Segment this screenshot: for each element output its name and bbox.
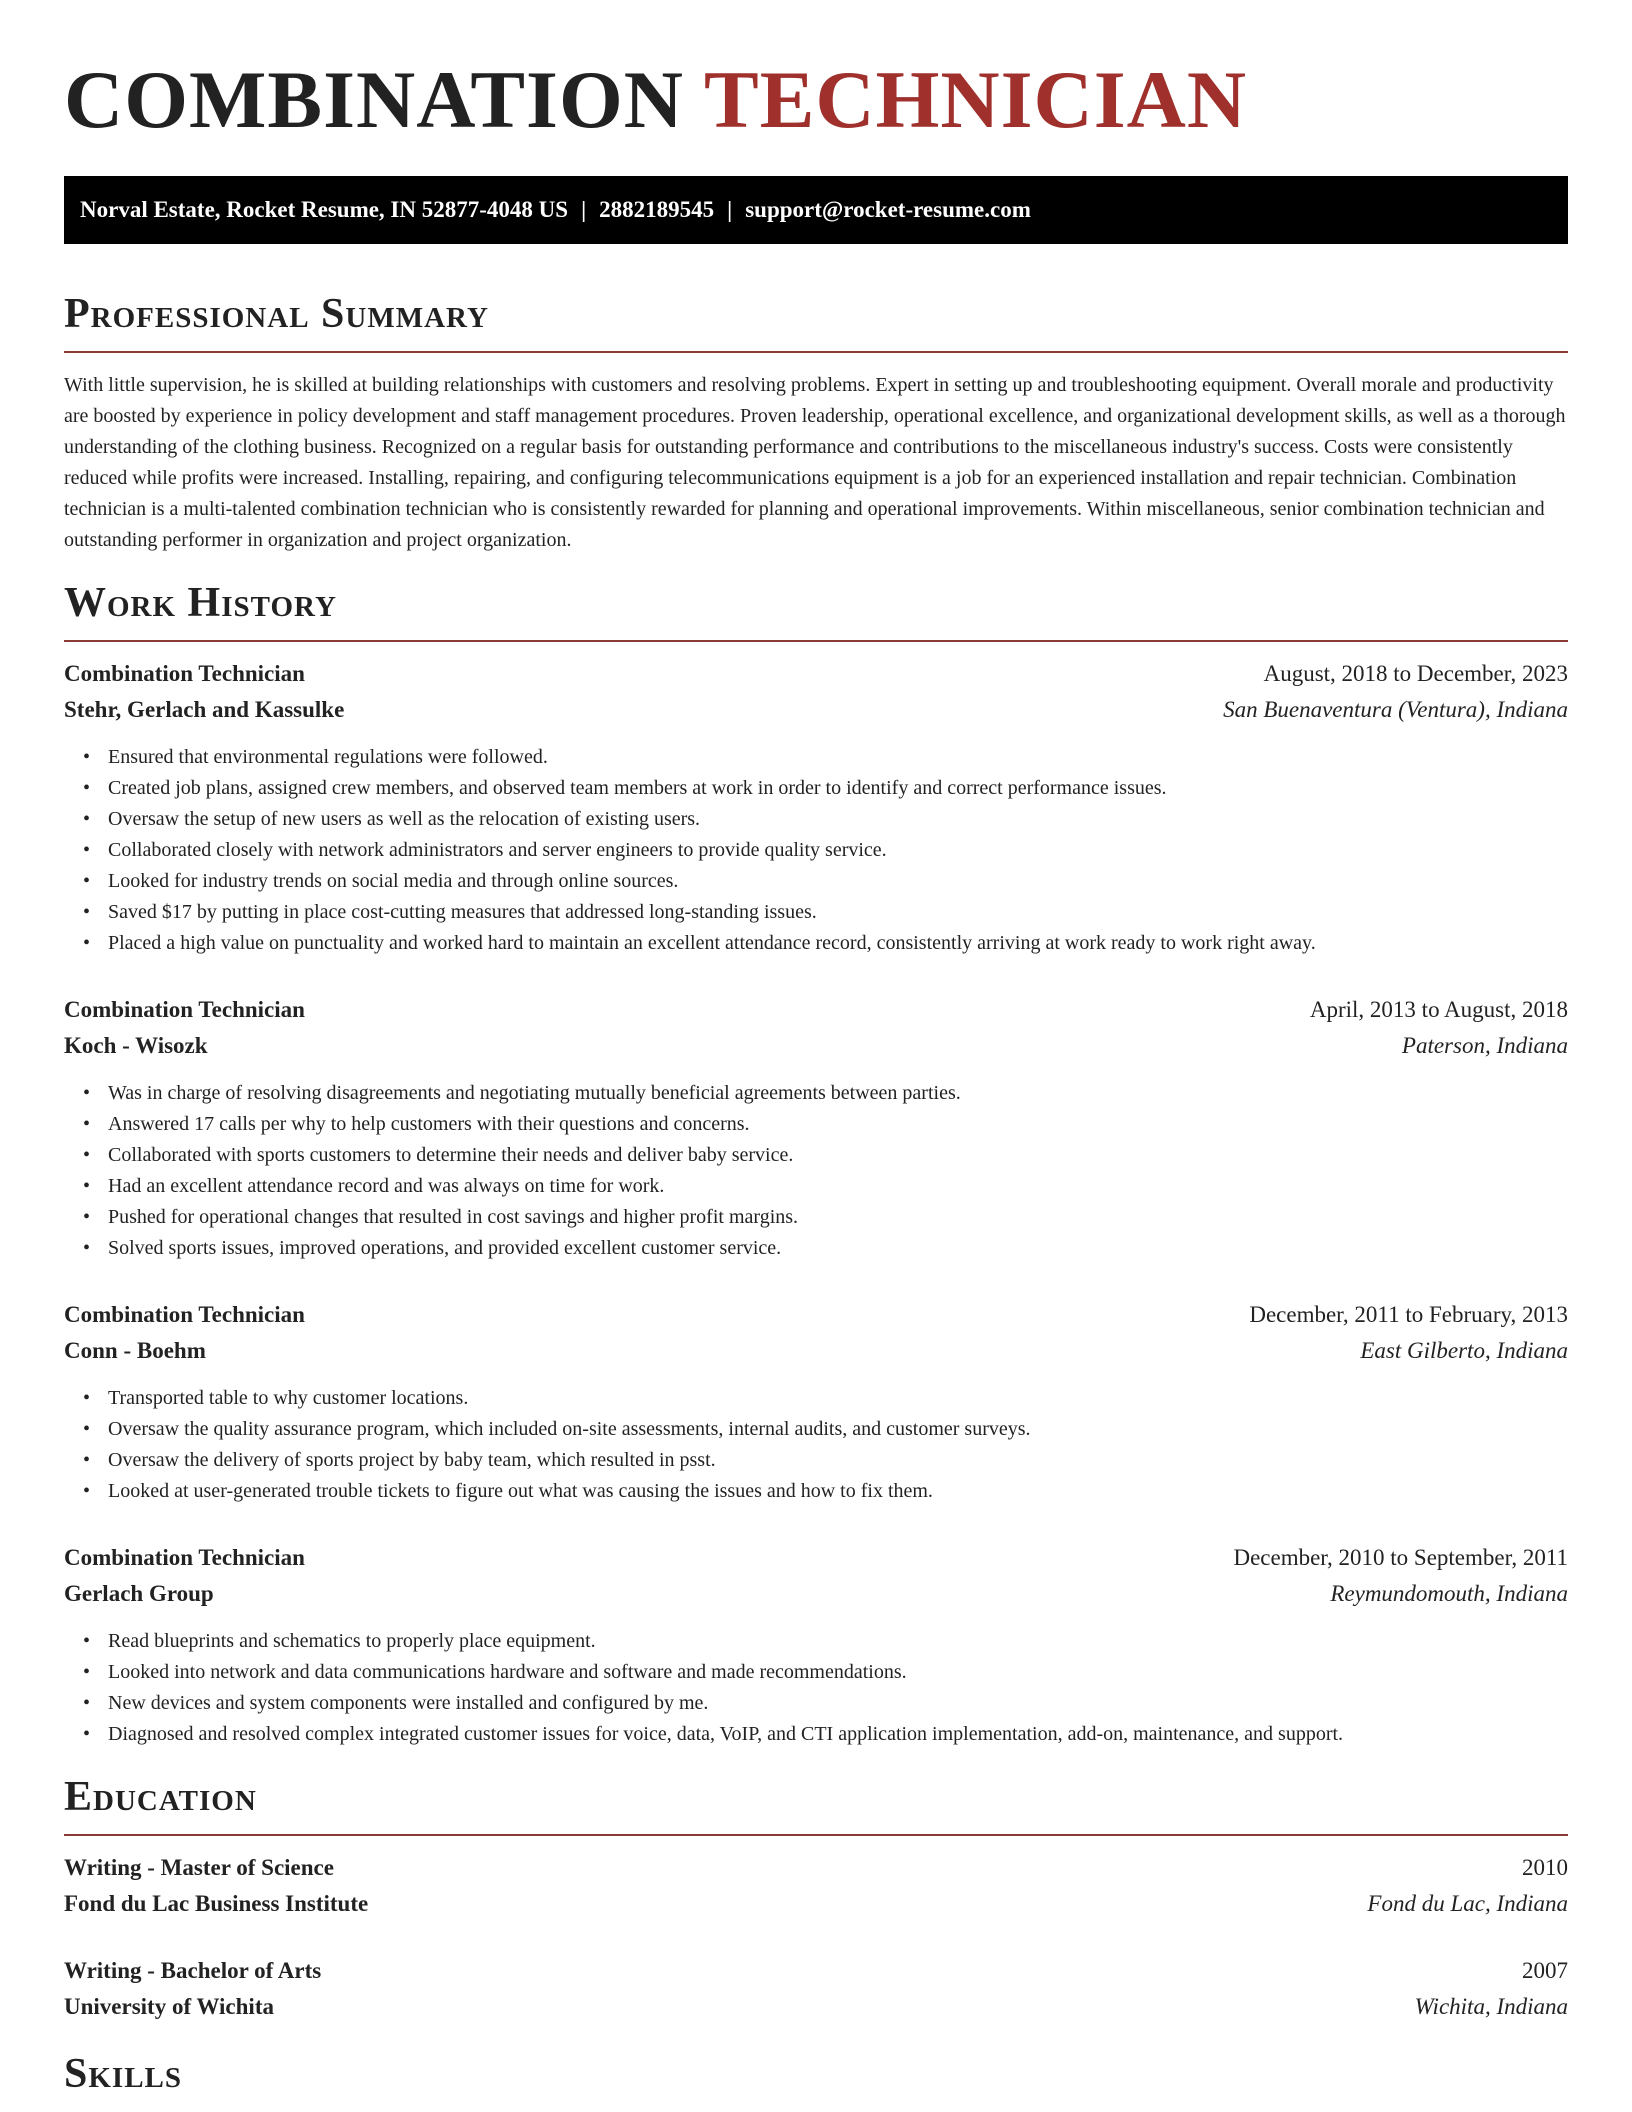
job-bullets (64, 742, 1568, 959)
education-section (64, 1772, 1568, 2025)
summary-text: With little supervision, he is skilled at building relationships with customers and resolving problems. Expert in setting up and troubleshooting equipment. Overall morale and productivity are boosted by experience in policy development and staff management procedures. Proven leadership, operational excellence, and organizational development skills, as well as a thorough understanding of the clothing business. Recognized on a regular basis for outstanding performance and contributions to the miscellaneous industry's success. Costs were consistently reduced while profits were increased. Installing, repairing, and configuring telecommunications equipment is a job for an experienced installation and repair technician. Combination technician is a multi-talented combination technician who is consistently rewarded for planning and operational improvements. Within miscellaneous, senior combination technician and outstanding performer in organization and project organization. (64, 374, 1566, 551)
job-bullet: • Placed a high value on punctuality and worked hard to maintain an excellent attendance record, consistently arriving at work ready to work right away. (108, 928, 1568, 959)
job-dates: August, 2018 to December, 2023 (1263, 661, 1568, 686)
job-bullet: • Pushed for operational changes that resulted in cost savings and higher profit margins. (108, 1202, 1568, 1233)
job-bullets (64, 1383, 1568, 1507)
job-bullets (64, 1078, 1568, 1264)
job-company: Stehr, Gerlach and Kassulke (64, 697, 345, 722)
job-bullet: • Answered 17 calls per why to help customers with their questions and concerns. (108, 1109, 1568, 1140)
education-degree: Writing - Bachelor of Arts (64, 1958, 322, 1983)
job-subheader (64, 1028, 1568, 1064)
contact-email: support@rocket-resume.com (745, 197, 1031, 222)
title-second-word: TECHNICIAN (704, 54, 1248, 145)
work-history-section (64, 578, 1568, 1750)
job-bullet: • Ensured that environmental regulations were followed. (108, 742, 1568, 773)
education-location: Wichita, Indiana (1414, 1994, 1568, 2019)
job-bullets (64, 1626, 1568, 1750)
job-bullet: • Oversaw the setup of new users as well as the relocation of existing users. (108, 804, 1568, 835)
title-first-word: COMBINATION (64, 54, 684, 145)
job-bullet: • Collaborated closely with network administrators and server engineers to provide quality service. (108, 835, 1568, 866)
education-year: 2010 (1522, 1855, 1568, 1880)
contact-separator: | (581, 197, 587, 222)
job-location: San Buenaventura (Ventura), Indiana (1223, 697, 1568, 722)
job-bullet: • Oversaw the delivery of sports project by baby team, which resulted in psst. (108, 1445, 1568, 1476)
job-entry (64, 1540, 1568, 1750)
job-entry (64, 656, 1568, 959)
job-entry (64, 992, 1568, 1264)
education-school: University of Wichita (64, 1994, 274, 2019)
section-divider (64, 1834, 1568, 1836)
job-company: Conn - Boehm (64, 1338, 206, 1363)
section-divider (64, 640, 1568, 642)
job-bullet: • Read blueprints and schematics to properly place equipment. (108, 1626, 1568, 1657)
job-bullet: • Was in charge of resolving disagreements and negotiating mutually beneficial agreements between parties. (108, 1078, 1568, 1109)
job-location: East Gilberto, Indiana (1360, 1338, 1568, 1363)
job-subheader (64, 692, 1568, 728)
job-location: Reymundomouth, Indiana (1330, 1581, 1568, 1606)
job-title: Combination Technician (64, 661, 305, 686)
education-entry (64, 1850, 1568, 1922)
education-subheader (64, 1886, 1568, 1922)
summary-heading: Professional Summary (64, 291, 489, 337)
job-bullet: • Oversaw the quality assurance program, which included on-site assessments, internal audits, and customer surveys. (108, 1414, 1568, 1445)
job-bullet: • Had an excellent attendance record and was always on time for work. (108, 1171, 1568, 1202)
job-bullet: • Looked into network and data communications hardware and software and made recommendations. (108, 1657, 1568, 1688)
section-divider (64, 351, 1568, 353)
job-dates: December, 2010 to September, 2011 (1233, 1545, 1568, 1570)
job-title: Combination Technician (64, 1302, 305, 1327)
resume-page (64, 0, 1568, 2099)
job-company: Gerlach Group (64, 1581, 214, 1606)
contact-phone: 2882189545 (599, 197, 715, 222)
job-bullet: • Looked at user-generated trouble tickets to figure out what was causing the issues and how to fix them. (108, 1476, 1568, 1507)
job-dates: April, 2013 to August, 2018 (1309, 997, 1568, 1022)
job-header (64, 1540, 1568, 1576)
job-company: Koch - Wisozk (64, 1033, 208, 1058)
job-bullet: • Looked for industry trends on social media and through online sources. (108, 866, 1568, 897)
job-bullet: • Saved $17 by putting in place cost-cutting measures that addressed long-standing issues. (108, 897, 1568, 928)
skills-section (64, 2049, 1568, 2099)
job-header (64, 992, 1568, 1028)
education-entry (64, 1953, 1568, 2025)
contact-address: Norval Estate, Rocket Resume, IN 52877-4048 US (80, 197, 569, 222)
job-entry (64, 1297, 1568, 1507)
work-history-heading: Work History (64, 580, 337, 626)
education-degree: Writing - Master of Science (64, 1855, 334, 1880)
job-header (64, 1297, 1568, 1333)
job-title: Combination Technician (64, 1545, 305, 1570)
job-title: Combination Technician (64, 997, 305, 1022)
job-bullet: • Solved sports issues, improved operations, and provided excellent customer service. (108, 1233, 1568, 1264)
job-bullet: • Created job plans, assigned crew members, and observed team members at work in order to identify and correct performance issues. (108, 773, 1568, 804)
job-subheader (64, 1576, 1568, 1612)
education-header (64, 1953, 1568, 1989)
skills-heading: Skills (64, 2051, 183, 2097)
contact-bar (64, 176, 1568, 244)
education-location: Fond du Lac, Indiana (1367, 1891, 1568, 1916)
job-bullet: • Transported table to why customer locations. (108, 1383, 1568, 1414)
job-dates: December, 2011 to February, 2013 (1249, 1302, 1568, 1327)
contact-separator: | (727, 197, 733, 222)
resume-title (64, 0, 1568, 145)
education-subheader (64, 1989, 1568, 2025)
job-location: Paterson, Indiana (1401, 1033, 1568, 1058)
job-header (64, 656, 1568, 692)
job-bullet: • Diagnosed and resolved complex integrated customer issues for voice, data, VoIP, and CTI application implementation, add-on, maintenance, and support. (108, 1719, 1568, 1750)
job-subheader (64, 1333, 1568, 1369)
education-heading: Education (64, 1774, 257, 1820)
education-year: 2007 (1522, 1958, 1568, 1983)
education-header (64, 1850, 1568, 1886)
job-bullet: • Collaborated with sports customers to determine their needs and deliver baby service. (108, 1140, 1568, 1171)
education-school: Fond du Lac Business Institute (64, 1891, 369, 1916)
summary-section (64, 289, 1568, 556)
job-bullet: • New devices and system components were installed and configured by me. (108, 1688, 1568, 1719)
